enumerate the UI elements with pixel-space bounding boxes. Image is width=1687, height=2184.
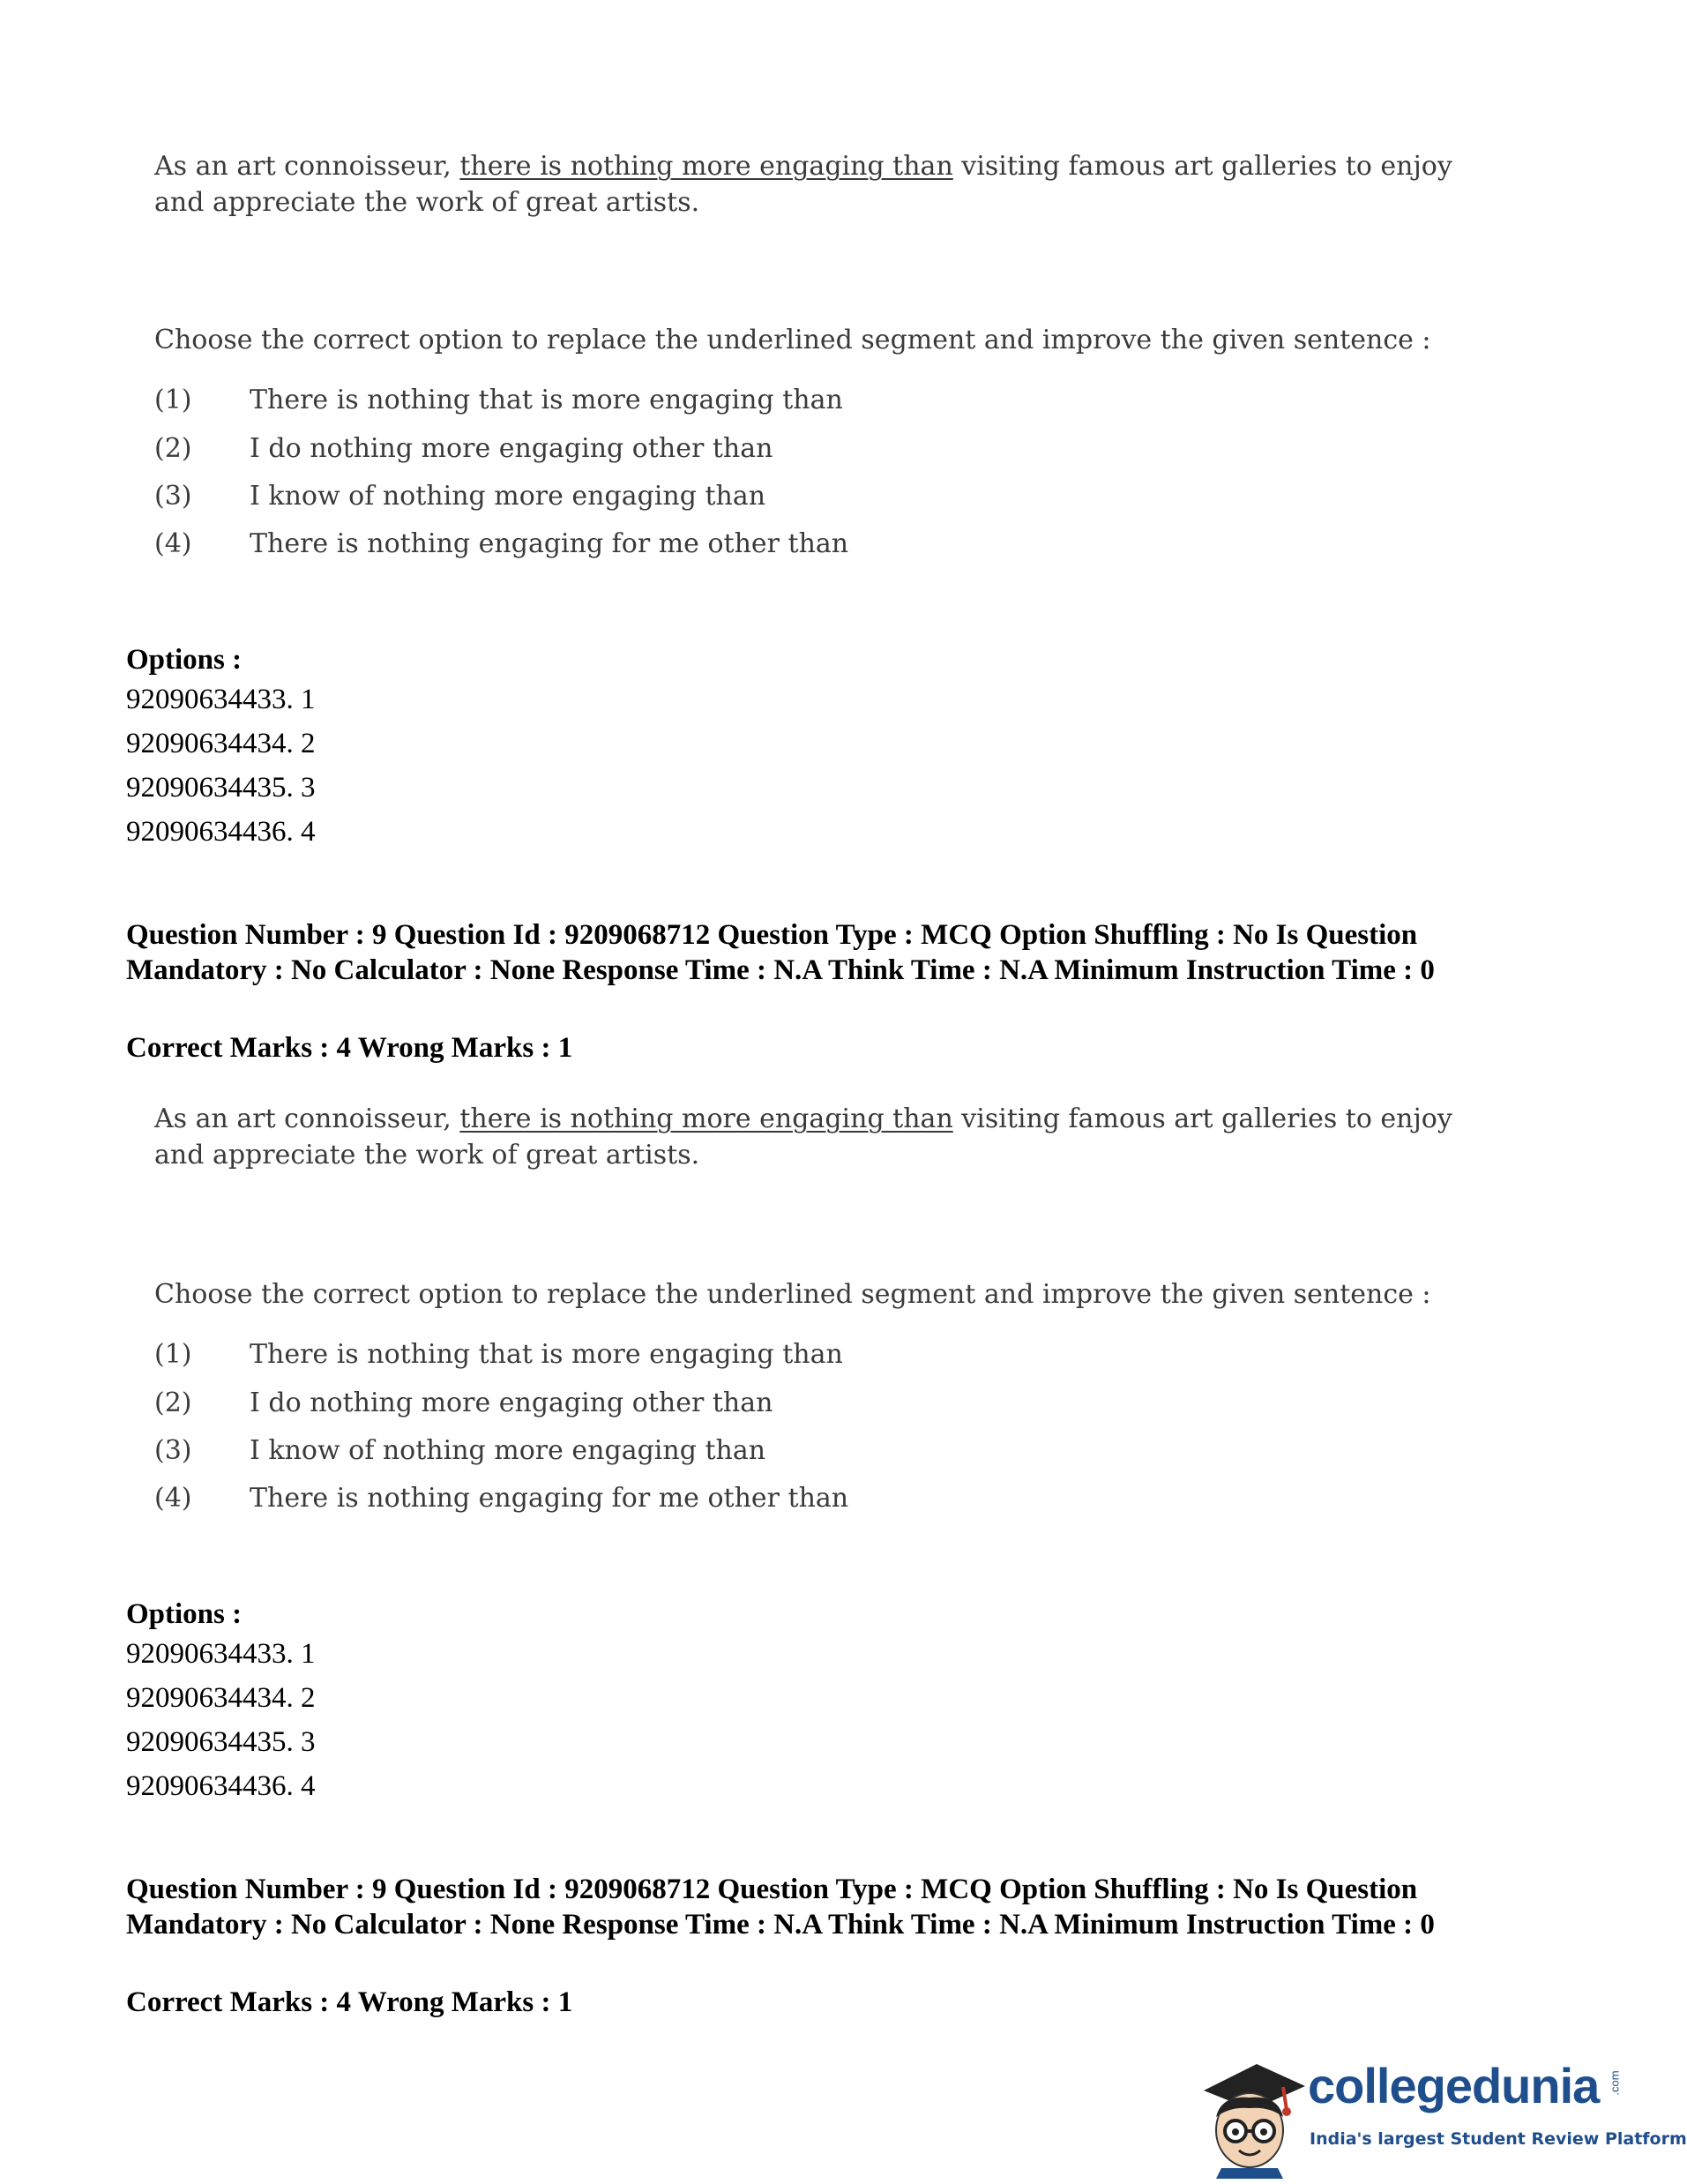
question-sentence: As an art connoisseur, there is nothing more engaging than visiting famous art galleries to enjoy and appreciate the work of great artists.	[154, 151, 1452, 218]
choice-item: (3) I know of nothing more engaging than	[154, 481, 766, 512]
marks-info-2: Correct Marks : 4 Wrong Marks : 1	[126, 1986, 573, 2018]
choice-item: (2) I do nothing more engaging other than	[154, 433, 773, 464]
choice-item: (4) There is nothing engaging for me other than	[154, 1483, 849, 1514]
choice-item: (1) There is nothing that is more engaging than	[154, 385, 843, 415]
option-row: 92090634434. 2	[126, 728, 316, 759]
question-info-1: Question Number : 9 Question Id : 9209068712 Question Type : MCQ Option Shuffling : No Is Question Mandatory : No Calculator : None Response Time : N.A Think Time : N.A Minimum Instruction Time : 0	[126, 919, 1435, 986]
marks-info-1: Correct Marks : 4 Wrong Marks : 1	[126, 1032, 573, 1064]
brand-suffix: .com	[1608, 2070, 1622, 2096]
choice-item: (4) There is nothing engaging for me other than	[154, 528, 849, 559]
question-prompt: Choose the correct option to replace the underlined segment and improve the given sentence :	[154, 325, 1431, 355]
options-list-1	[126, 642, 316, 854]
choice-item: (2) I do nothing more engaging other than	[154, 1387, 773, 1418]
student-mascot-icon	[1195, 2055, 1310, 2179]
option-row: 92090634433. 1	[126, 1638, 316, 1670]
option-row: 92090634433. 1	[126, 684, 316, 715]
options-heading: Options :	[126, 1598, 243, 1630]
underlined-segment: there is nothing more engaging than	[459, 151, 953, 182]
brand-name: collegedunia	[1308, 2058, 1600, 2113]
choice-item: (3) I know of nothing more engaging than	[154, 1435, 766, 1466]
underlined-segment: there is nothing more engaging than	[459, 1103, 953, 1134]
question-info-2: Question Number : 9 Question Id : 9209068712 Question Type : MCQ Option Shuffling : No Is Question Mandatory : No Calculator : None Response Time : N.A Think Time : N.A Minimum Instruction Time : 0	[126, 1874, 1435, 1941]
options-heading: Options :	[126, 644, 243, 676]
option-row: 92090634434. 2	[126, 1682, 316, 1714]
option-row: 92090634435. 3	[126, 772, 316, 804]
option-row: 92090634436. 4	[126, 1770, 316, 1802]
option-row: 92090634435. 3	[126, 1726, 316, 1758]
question-image-1	[154, 148, 1459, 559]
option-row: 92090634436. 4	[126, 816, 316, 848]
question-sentence: As an art connoisseur, there is nothing more engaging than visiting famous art galleries to enjoy and appreciate the work of great artists.	[154, 1103, 1452, 1171]
choice-item: (1) There is nothing that is more engaging than	[154, 1339, 843, 1370]
brand-tagline: India's largest Student Review Platform	[1310, 2129, 1687, 2149]
options-list-2	[126, 1597, 316, 1808]
collegedunia-logo[interactable]	[1195, 2055, 1687, 2179]
question-image-2	[154, 1101, 1459, 1514]
question-prompt: Choose the correct option to replace the underlined segment and improve the given sentence :	[154, 1279, 1431, 1310]
